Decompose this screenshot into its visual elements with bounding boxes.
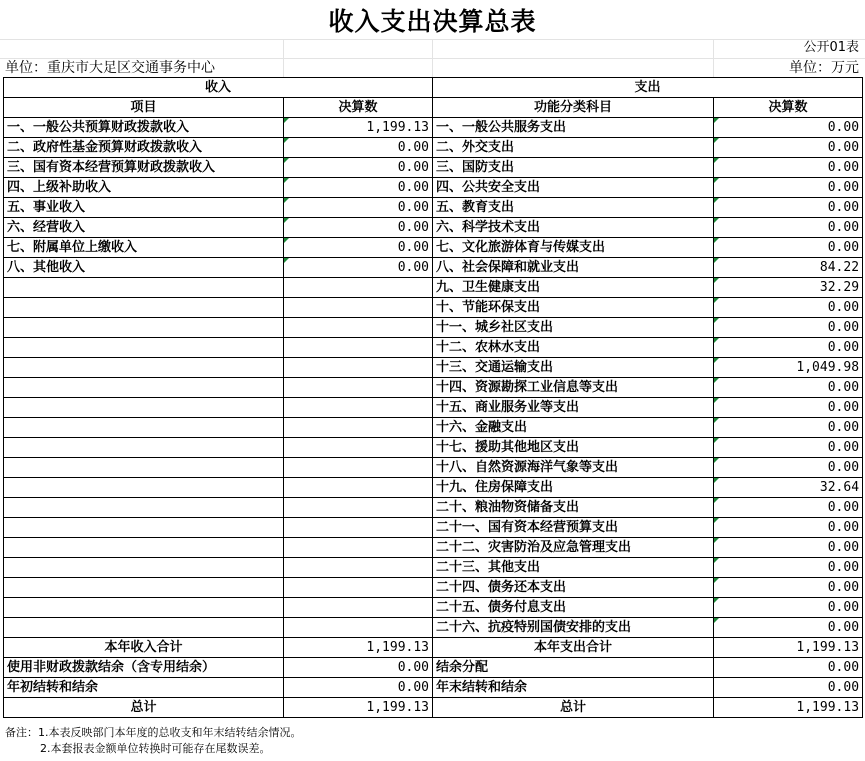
expense-item-cell[interactable]: 十八、自然资源海洋气象等支出 [433, 458, 714, 478]
income-item-cell[interactable] [4, 438, 284, 458]
summary-income-label[interactable]: 总计 [4, 698, 284, 718]
expense-item-cell[interactable]: 二十五、债务付息支出 [433, 598, 714, 618]
income-item-cell[interactable] [4, 358, 284, 378]
income-item-cell[interactable]: 五、事业收入 [4, 198, 284, 218]
income-item-cell[interactable] [4, 518, 284, 538]
income-item-cell[interactable] [4, 458, 284, 478]
income-item-cell[interactable]: 四、上级补助收入 [4, 178, 284, 198]
expense-amount-cell[interactable]: 0.00 [714, 538, 863, 558]
income-amount-cell[interactable]: 0.00 [284, 178, 433, 198]
table-row [4, 558, 863, 578]
summary-expense-label[interactable]: 结余分配 [433, 658, 714, 678]
expense-item-cell[interactable]: 二十一、国有资本经营预算支出 [433, 518, 714, 538]
table-row [4, 498, 863, 518]
expense-amount-cell[interactable]: 0.00 [714, 178, 863, 198]
summary-expense-amount[interactable]: 0.00 [714, 678, 863, 698]
expense-amount-cell[interactable]: 0.00 [714, 598, 863, 618]
expense-item-cell[interactable]: 七、文化旅游体育与传媒支出 [433, 238, 714, 258]
item-column-header[interactable]: 项目 [4, 98, 284, 118]
table-row [4, 278, 863, 298]
expense-amount-cell[interactable]: 0.00 [714, 418, 863, 438]
expense-item-cell[interactable]: 六、科学技术支出 [433, 218, 714, 238]
summary-income-label[interactable]: 本年收入合计 [4, 638, 284, 658]
table-row [4, 518, 863, 538]
expense-item-cell[interactable]: 十一、城乡社区支出 [433, 318, 714, 338]
income-amount-cell[interactable] [284, 478, 433, 498]
expense-amount-cell[interactable]: 32.29 [714, 278, 863, 298]
income-item-cell[interactable]: 二、政府性基金预算财政拨款收入 [4, 138, 284, 158]
summary-row [4, 698, 863, 718]
income-item-cell[interactable] [4, 378, 284, 398]
table-row [4, 338, 863, 358]
report-title: 收入支出决算总表 [328, 7, 537, 36]
expense-item-cell[interactable]: 八、社会保障和就业支出 [433, 258, 714, 278]
income-item-cell[interactable] [4, 398, 284, 418]
summary-row [4, 638, 863, 658]
expense-amount-cell[interactable]: 0.00 [714, 298, 863, 318]
income-item-cell[interactable]: 八、其他收入 [4, 258, 284, 278]
summary-income-amount[interactable]: 0.00 [284, 658, 433, 678]
table-row [4, 478, 863, 498]
form-number: 公开01表 [803, 40, 859, 55]
expense-item-cell[interactable]: 一、一般公共服务支出 [433, 118, 714, 138]
expense-amount-cell[interactable]: 0.00 [714, 558, 863, 578]
income-item-cell[interactable] [4, 498, 284, 518]
income-item-cell[interactable] [4, 478, 284, 498]
summary-income-amount[interactable]: 0.00 [284, 678, 433, 698]
summary-expense-amount[interactable]: 1,199.13 [714, 638, 863, 658]
income-amount-cell[interactable] [284, 438, 433, 458]
income-item-cell[interactable] [4, 578, 284, 598]
summary-row [4, 678, 863, 698]
income-item-cell[interactable] [4, 538, 284, 558]
summary-expense-label[interactable]: 年末结转和结余 [433, 678, 714, 698]
income-amount-cell[interactable]: 0.00 [284, 158, 433, 178]
expense-amount-cell[interactable]: 0.00 [714, 378, 863, 398]
reporting-unit: 单位：重庆市大足区交通事务中心 [5, 60, 215, 76]
income-header[interactable]: 收入 [4, 78, 433, 98]
table-row [4, 318, 863, 338]
table-row [4, 258, 863, 278]
expense-item-cell[interactable]: 十三、交通运输支出 [433, 358, 714, 378]
income-amount-cell[interactable] [284, 558, 433, 578]
table-row [4, 538, 863, 558]
expense-item-cell[interactable]: 十五、商业服务业等支出 [433, 398, 714, 418]
expense-item-cell[interactable]: 二十三、其他支出 [433, 558, 714, 578]
expense-amount-cell[interactable]: 0.00 [714, 238, 863, 258]
expense-amount-cell[interactable]: 0.00 [714, 338, 863, 358]
currency-unit: 单位：万元 [789, 60, 859, 76]
expense-item-cell[interactable]: 十九、住房保障支出 [433, 478, 714, 498]
expense-amount-cell[interactable]: 0.00 [714, 218, 863, 238]
table-row [4, 118, 863, 138]
income-amount-cell[interactable] [284, 518, 433, 538]
expense-amount-cell[interactable]: 0.00 [714, 398, 863, 418]
expense-amount-cell[interactable]: 0.00 [714, 198, 863, 218]
income-amount-cell[interactable] [284, 398, 433, 418]
expense-item-cell[interactable]: 四、公共安全支出 [433, 178, 714, 198]
income-amount-cell[interactable]: 0.00 [284, 258, 433, 278]
income-amount-cell[interactable]: 0.00 [284, 238, 433, 258]
income-amount-cell[interactable] [284, 278, 433, 298]
income-amount-cell[interactable] [284, 358, 433, 378]
income-item-cell[interactable] [4, 598, 284, 618]
summary-expense-amount[interactable]: 1,199.13 [714, 698, 863, 718]
expense-item-cell[interactable]: 二十、粮油物资储备支出 [433, 498, 714, 518]
income-amount-cell[interactable] [284, 418, 433, 438]
expense-amount-cell[interactable]: 0.00 [714, 498, 863, 518]
table-row [4, 578, 863, 598]
table-row [4, 178, 863, 198]
income-amount-cell[interactable] [284, 378, 433, 398]
income-amount-cell[interactable] [284, 598, 433, 618]
summary-expense-label[interactable]: 本年支出合计 [433, 638, 714, 658]
income-amount-cell[interactable] [284, 618, 433, 638]
expense-item-cell[interactable]: 五、教育支出 [433, 198, 714, 218]
summary-expense-amount[interactable]: 0.00 [714, 658, 863, 678]
expense-header[interactable]: 支出 [433, 78, 863, 98]
table-row [4, 418, 863, 438]
table-row [4, 398, 863, 418]
income-amount-cell[interactable]: 0.00 [284, 138, 433, 158]
expense-amount-cell[interactable]: 0.00 [714, 158, 863, 178]
income-item-cell[interactable] [4, 558, 284, 578]
income-amount-cell[interactable] [284, 298, 433, 318]
income-amount-cell[interactable] [284, 338, 433, 358]
income-amount-cell[interactable] [284, 498, 433, 518]
expense-item-cell[interactable]: 二十二、灾害防治及应急管理支出 [433, 538, 714, 558]
income-amount-cell[interactable] [284, 538, 433, 558]
income-item-cell[interactable] [4, 618, 284, 638]
table-row [4, 438, 863, 458]
expense-item-cell[interactable]: 二十四、债务还本支出 [433, 578, 714, 598]
table-row [4, 378, 863, 398]
table-row [4, 618, 863, 638]
income-amount-cell[interactable] [284, 578, 433, 598]
summary-income-label[interactable]: 年初结转和结余 [4, 678, 284, 698]
expense-amount-cell[interactable]: 0.00 [714, 118, 863, 138]
income-expense-table [3, 77, 863, 718]
expense-amount-cell[interactable]: 0.00 [714, 318, 863, 338]
income-item-cell[interactable] [4, 338, 284, 358]
summary-income-label[interactable]: 使用非财政拨款结余（含专用结余） [4, 658, 284, 678]
income-item-cell[interactable]: 三、国有资本经营预算财政拨款收入 [4, 158, 284, 178]
expense-amount-cell[interactable]: 0.00 [714, 518, 863, 538]
table-row [4, 358, 863, 378]
income-amount-cell[interactable]: 1,199.13 [284, 118, 433, 138]
table-row [4, 298, 863, 318]
expense-amount-cell[interactable]: 0.00 [714, 138, 863, 158]
expense-amount-cell[interactable]: 84.22 [714, 258, 863, 278]
function-item-column-header[interactable]: 功能分类科目 [433, 98, 714, 118]
income-amount-cell[interactable] [284, 458, 433, 478]
expense-amount-cell[interactable]: 0.00 [714, 458, 863, 478]
income-item-cell[interactable]: 一、一般公共预算财政拨款收入 [4, 118, 284, 138]
income-item-cell[interactable] [4, 278, 284, 298]
expense-amount-cell[interactable]: 0.00 [714, 578, 863, 598]
income-item-cell[interactable] [4, 318, 284, 338]
expense-item-cell[interactable]: 三、国防支出 [433, 158, 714, 178]
income-amount-cell[interactable] [284, 318, 433, 338]
summary-expense-label[interactable]: 总计 [433, 698, 714, 718]
table-row [4, 238, 863, 258]
expense-item-cell[interactable]: 二、外交支出 [433, 138, 714, 158]
summary-row [4, 658, 863, 678]
expense-item-cell[interactable]: 十四、资源勘探工业信息等支出 [433, 378, 714, 398]
table-row [4, 458, 863, 478]
table-row [4, 158, 863, 178]
expense-item-cell[interactable]: 十七、援助其他地区支出 [433, 438, 714, 458]
income-amount-cell[interactable]: 0.00 [284, 198, 433, 218]
summary-income-amount[interactable]: 1,199.13 [284, 698, 433, 718]
expense-amount-cell[interactable]: 0.00 [714, 438, 863, 458]
table-row [4, 598, 863, 618]
expense-item-cell[interactable]: 九、卫生健康支出 [433, 278, 714, 298]
table-row [4, 198, 863, 218]
income-item-cell[interactable] [4, 418, 284, 438]
income-amount-column-header[interactable]: 决算数 [284, 98, 433, 118]
expense-item-cell[interactable]: 十、节能环保支出 [433, 298, 714, 318]
summary-income-amount[interactable]: 1,199.13 [284, 638, 433, 658]
income-item-cell[interactable]: 六、经营收入 [4, 218, 284, 238]
expense-item-cell[interactable]: 十六、金融支出 [433, 418, 714, 438]
expense-amount-column-header[interactable]: 决算数 [714, 98, 863, 118]
income-item-cell[interactable] [4, 298, 284, 318]
expense-amount-cell[interactable]: 32.64 [714, 478, 863, 498]
expense-amount-cell[interactable]: 1,049.98 [714, 358, 863, 378]
table-row [4, 218, 863, 238]
income-item-cell[interactable]: 七、附属单位上缴收入 [4, 238, 284, 258]
expense-amount-cell[interactable]: 0.00 [714, 618, 863, 638]
expense-item-cell[interactable]: 十二、农林水支出 [433, 338, 714, 358]
expense-item-cell[interactable]: 二十六、抗疫特别国债安排的支出 [433, 618, 714, 638]
table-row [4, 138, 863, 158]
note-line-2: 2.本套报表金额单位转换时可能存在尾数误差。 [40, 742, 271, 755]
income-amount-cell[interactable]: 0.00 [284, 218, 433, 238]
note-line-1: 备注：1.本表反映部门本年度的总收支和年末结转结余情况。 [5, 726, 302, 739]
